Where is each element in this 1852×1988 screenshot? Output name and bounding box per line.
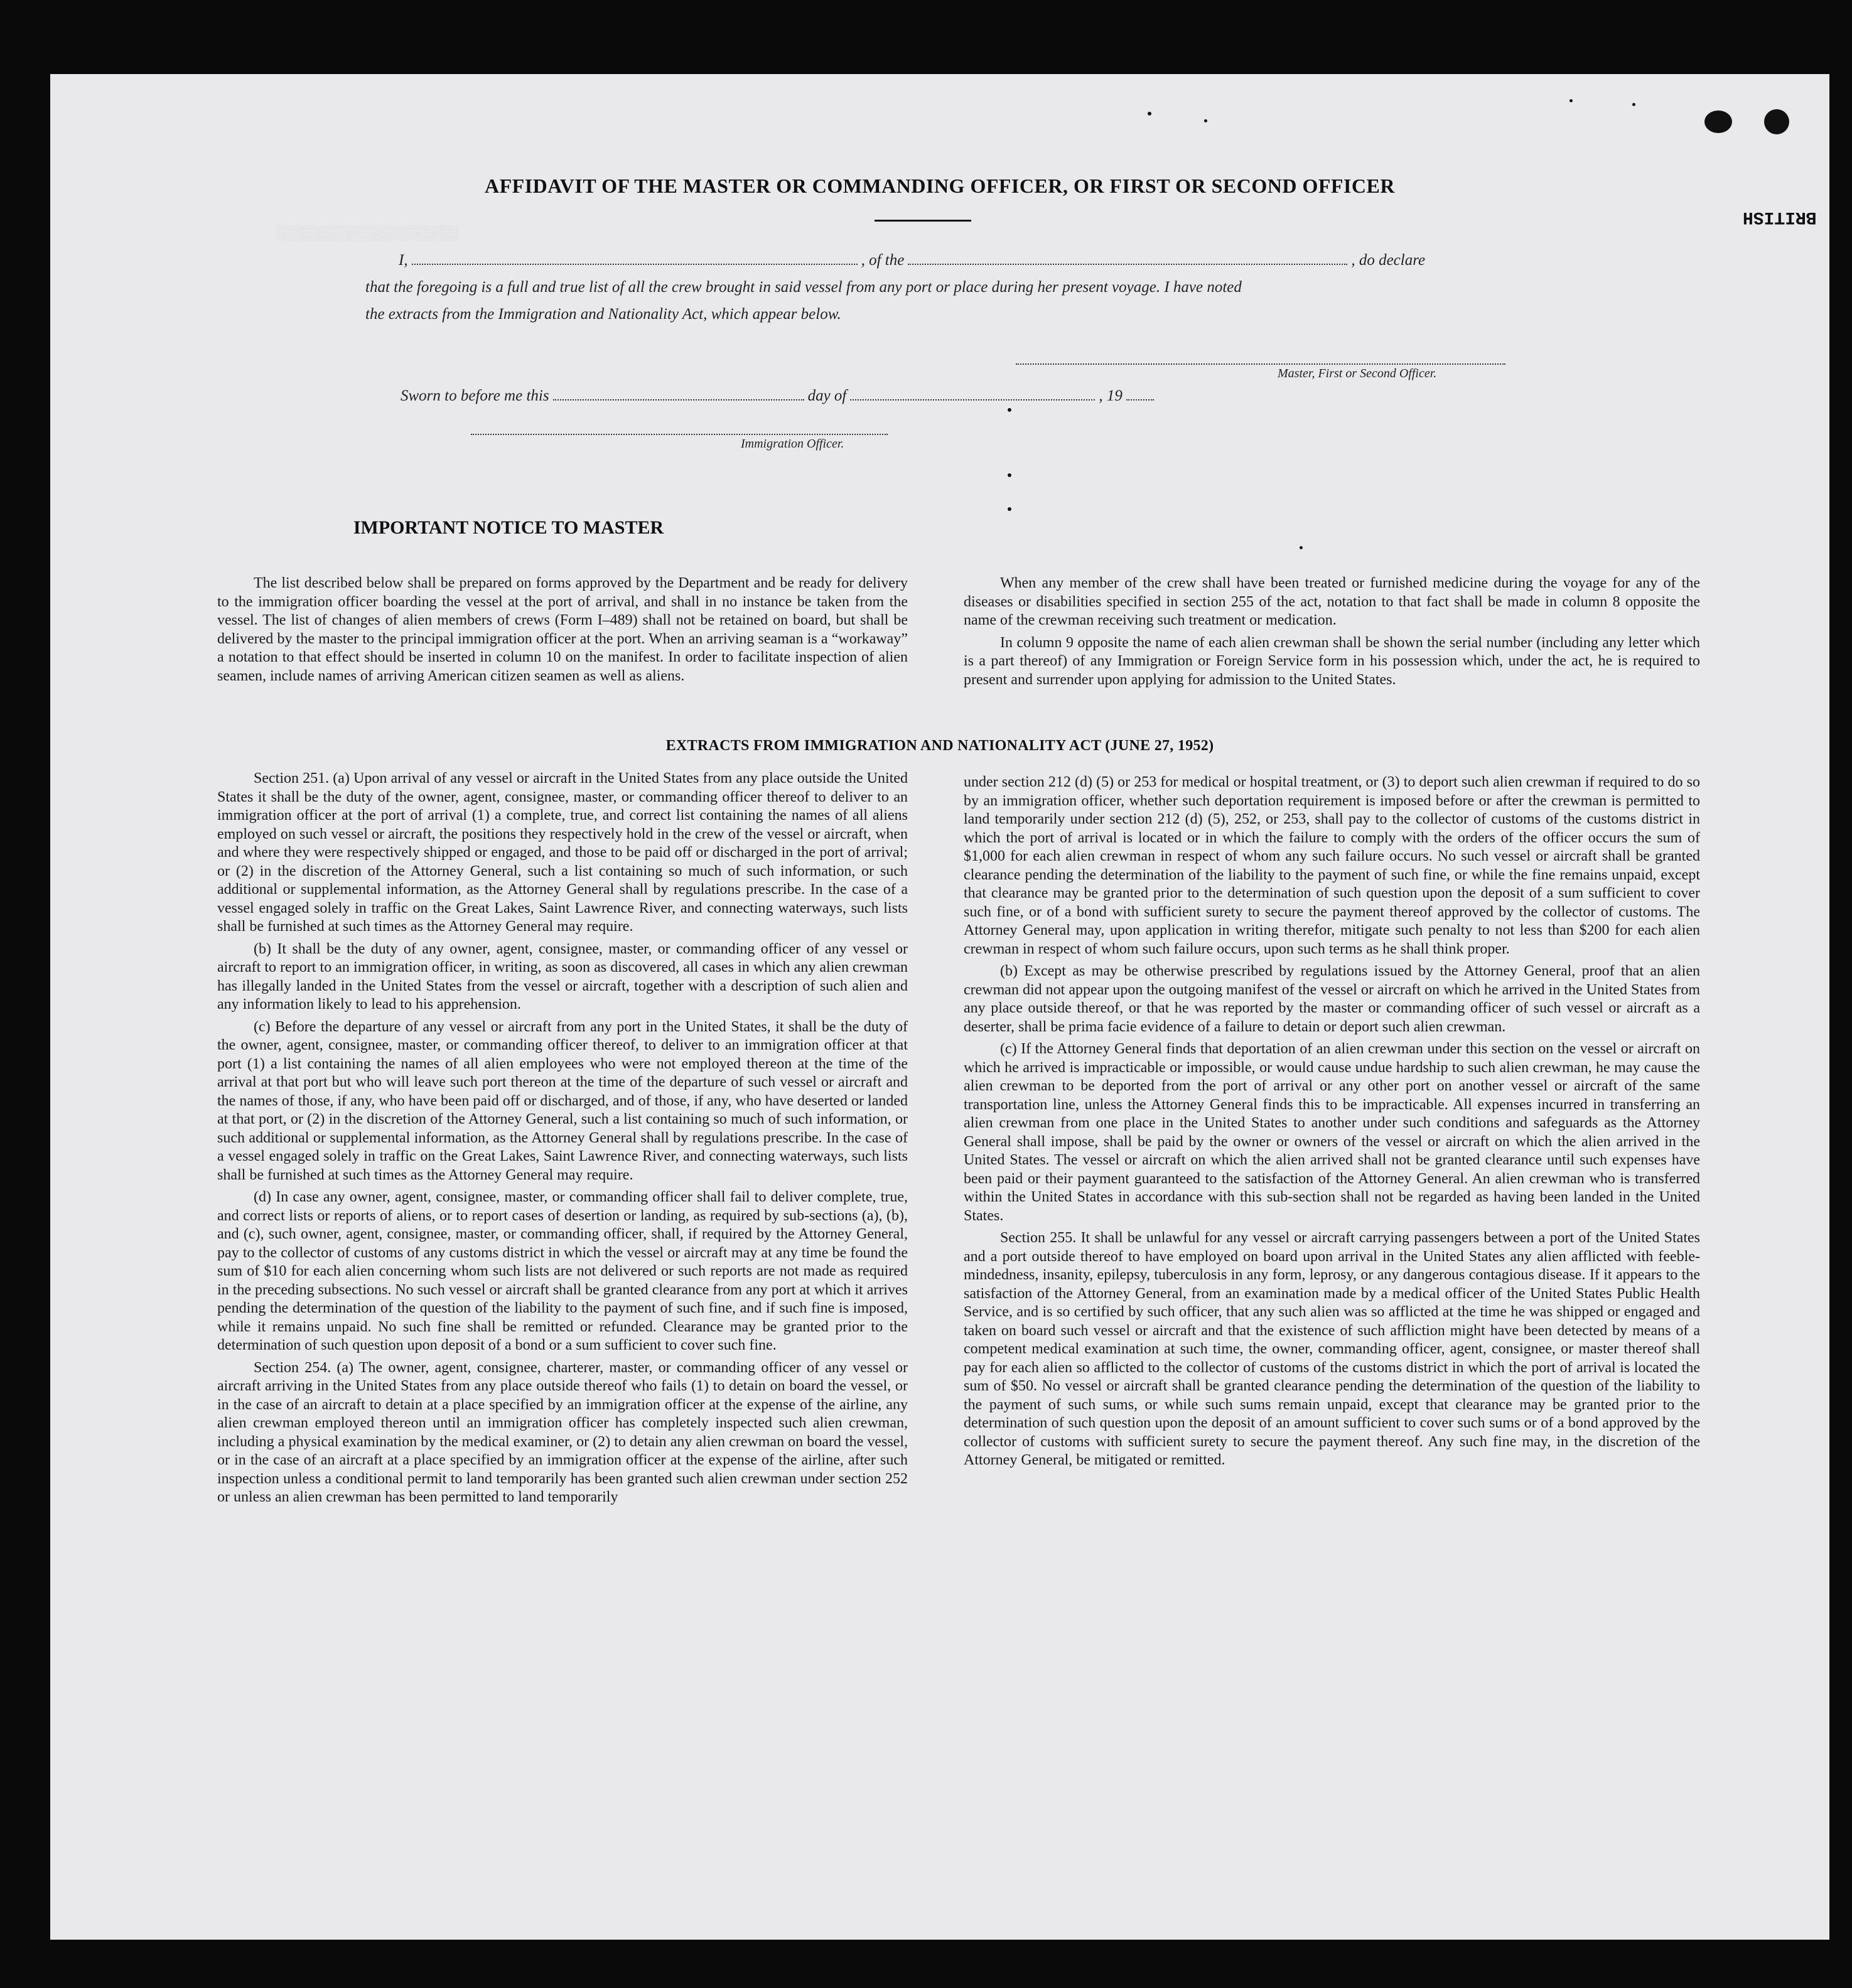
dust-speck (1300, 546, 1303, 549)
declaration-line-1 (399, 252, 1425, 269)
dust-speck (1148, 112, 1151, 116)
punch-hole-mark (1764, 109, 1789, 134)
vessel-blank[interactable] (908, 263, 1347, 265)
extracts-right-column (964, 773, 1700, 1474)
act-paragraph: Section 255. It shall be unlawful for any vessel or aircraft carrying passengers between a port of the United States and a port outside thereof to have employed on board upon arrival in the United States any alien afflicted with feeble-mindedness, insanity, epilepsy, tuberculosis in any form, leprosy, or any dangerous contagious disease. If it appears to the satisfaction of the Attorney General, from an examination made by a medical officer of the United States Public Health Service, and is so certified by such officer, that any such alien was so afflicted at the time he was shipped or engaged and taken on board such vessel or aircraft and that the existence of such affliction might have been detected by means of a competent medical examination at such time, the owner, commanding officer, agent, consignee, or master thereof shall pay for each alien so afflicted to the collector of customs of the customs district in which the port of arrival is located the sum of $50. No vessel or aircraft shall be granted clearance pending the determination of the question of the liability to the payment of such sums, or while such sums remain unpaid, except that clearance may be granted prior to the determination of such question upon the deposit of an amount sufficient to cover such sums or of a bond approved by the collector of customs with sufficient surety to secure the payment thereof. Any such fine may, in the discretion of the Attorney General, be mitigated or remitted. (964, 1230, 1700, 1468)
dust-speck (1569, 99, 1573, 102)
act-paragraph: (b) Except as may be otherwise prescribed by regulations issued by the Attorney General, proof that an alien crewman did not appear upon the outgoing manifest of the vessel or aircraft on which he arrived in the United States from any place outside thereof, or that he was reported by the master or commanding officer of such vessel or aircraft as a deserter, shall be prima facie evidence of a failure to detain or deport such alien crewman. (964, 963, 1700, 1035)
sworn-day-blank[interactable] (553, 399, 804, 400)
affidavit-title: AFFIDAVIT OF THE MASTER OR COMMANDING OFFICER, OR FIRST OR SECOND OFFICER (485, 175, 1395, 197)
do-declare-label: , do declare (1351, 252, 1426, 269)
declaration-line-2: that the foregoing is a full and true list of all the crew brought in said vessel from any port or place during her present voyage. I have noted (365, 279, 1242, 296)
act-paragraph: (d) In case any owner, agent, consignee, master, or commanding officer shall fail to deliver complete, true, and correct lists or reports of aliens, or to report cases of desertion or landing, as required by sub-sections (a), (b), and (c), such owner, agent, consignee, master, or commanding officer, shall, if required by the Attorney General, pay to the collector of customs of any customs district in which the vessel or aircraft may at any time be found the sum of $10 for each alien concerning whom such lists are not delivered or such reports are not made as required in the preceding subsections. No such vessel or aircraft shall be granted clearance from any port at which it arrives pending the determination of the question of the liability to the payment of such fine, and if such fine is imposed, while it remains unpaid. No such fine shall be remitted or refunded. Clearance may be granted prior to the determination of such question upon deposit of a bond or a sum sufficient to cover such fine. (217, 1189, 908, 1353)
name-blank[interactable] (412, 263, 858, 265)
notice-paragraph: In column 9 opposite the name of each alien crewman shall be shown the serial number (including any letter which is a part thereof) of any Immigration or Foreign Service form in his possession which, under the act, he is required to present and surrender upon applying for admission to the United States. (964, 634, 1700, 688)
declaration-line-3: the extracts from the Immigration and Nationality Act, which appear below. (365, 306, 841, 323)
dust-speck (1632, 103, 1635, 106)
of-the-label: , of the (861, 252, 905, 269)
immigration-officer-signature-line[interactable] (471, 434, 888, 435)
dust-speck (1008, 507, 1011, 511)
act-paragraph: (c) Before the departure of any vessel or aircraft from any port in the United States, it shall be the duty of the owner, agent, consignee, master, or commanding officer thereof, to deliver to an immigration officer at that port (1) a list containing the names of all alien employees who were not employed thereon at the time of the arrival at that port but who will leave such port thereon at the time of the departure of such vessel or aircraft and the names of those, if any, who have been paid off or discharged, and of those, if any, who have deserted or landed at that port, or (2) in the discretion of the Attorney General, such a list containing so much of such information, or such additional or supplemental information, as the Attorney General shall by regulations prescribe. In the case of a vessel engaged solely in traffic on the Great Lakes, Saint Lawrence River, and connecting waterways, such lists shall be furnished at such times as the Attorney General may require. (217, 1018, 908, 1183)
sworn-month-blank[interactable] (850, 399, 1095, 400)
notice-paragraph: When any member of the crew shall have been treated or furnished medicine during the voyage for any of the diseases or disabilities specified in section 255 of the act, notation to that fact shall be made in column 8 opposite the name of the crewman receiving such treatment or medication. (964, 575, 1700, 628)
sworn-line (401, 387, 1158, 405)
sworn-year-blank[interactable] (1126, 399, 1154, 400)
notice-title: IMPORTANT NOTICE TO MASTER (353, 517, 664, 538)
notice-left-column (217, 574, 908, 689)
dust-speck (1204, 119, 1207, 122)
extracts-title: EXTRACTS FROM IMMIGRATION AND NATIONALITY ACT (JUNE 27, 1952) (665, 738, 1214, 754)
title-underline (875, 220, 971, 222)
act-paragraph: (b) It shall be the duty of any owner, agent, consignee, master, or commanding officer of any vessel or aircraft to report to an immigration officer, in writing, as soon as discovered, all cases in which any alien crewman has illegally landed in the United States from the vessel or aircraft, together with a description of such alien and any information likely to lead to his apprehension. (217, 940, 908, 1013)
master-signature-line[interactable] (1016, 363, 1505, 365)
immigration-officer-caption: Immigration Officer. (741, 437, 844, 451)
act-paragraph: Section 254. (a) The owner, agent, consignee, charterer, master, or commanding officer of any vessel or aircraft arriving in the United States from any place outside thereof who fails (1) to detain on board the vessel, or in the case of an aircraft to detain at a place specified by an immigration officer at the expense of the airline, any alien crewman employed thereon until an immigration officer has completely inspected such alien crewman, including a physical examination by the medical examiner, or (2) to detain any alien crewman on board the vessel, or in the case of an aircraft at a place specified by an immigration officer at the expense of the airline, after such inspection unless a conditional permit to land temporarily has been granted such alien crewman under section 252 or unless an alien crewman has been permitted to land temporarily (217, 1359, 908, 1505)
year-label: , 19 (1099, 387, 1123, 404)
bleed-through-text: ░░░░░░░░░░░░░░░░░░░░░░ (276, 225, 459, 240)
day-of-label: day of (807, 387, 847, 404)
document-page (50, 74, 1829, 1940)
i-label: I, (399, 252, 408, 269)
act-paragraph: under section 212 (d) (5) or 253 for medical or hospital treatment, or (3) to deport such alien crewman if required to do so by an immigration officer, whether such deportation requirement is imposed before or after the crewman is permitted to land temporarily under section 212 (d) (5), 252, or 253, shall pay to the collector of customs of the customs district in which the port of arrival is located or in which the failure to comply with the orders of the officer occurs the sum of $1,000 for each alien crewman in respect of whom any such failure occurs. No such vessel or aircraft shall be granted clearance pending the determination of the liability to the payment of such fine, or while the fine remains unpaid, except that clearance may be granted prior to the determination of such question upon the deposit of a sum sufficient to cover such fine, or of a bond with sufficient surety to secure the payment thereof approved by the collector of customs. The Attorney General may, upon application in writing therefor, mitigate such penalty to not less than $200 for each alien crewman in respect of whom such failure occurs, upon such terms as he shall think proper. (964, 774, 1700, 957)
punch-hole-mark (1704, 110, 1732, 133)
british-stamp: BRITISH (1743, 207, 1817, 227)
dust-speck (1008, 408, 1011, 412)
notice-right-column (964, 574, 1700, 693)
dust-speck (1008, 473, 1011, 477)
act-paragraph: Section 251. (a) Upon arrival of any vessel or aircraft in the United States from any place outside the United States it shall be the duty of the owner, agent, consignee, master, or commanding officer thereof to deliver to an immigration officer at the port of arrival (1) a complete, true, and correct list containing the names of all aliens employed on such vessel or aircraft, the positions they respectively hold in the crew of the vessel or aircraft, when and where they were respectively shipped or engaged, and those to be paid off or discharged in the port of arrival; or (2) in the discretion of the Attorney General, such a list containing so much of such information, or such additional or supplemental information, as the Attorney General shall by regulations prescribe. In the case of a vessel engaged solely in traffic on the Great Lakes, Saint Lawrence River, and connecting waterways, such lists shall be furnished at such times as the Attorney General may require. (217, 770, 908, 935)
act-paragraph: (c) If the Attorney General finds that deportation of an alien crewman under this section on the vessel or aircraft on which he arrived is impracticable or impossible, or would cause undue hardship to such alien crewman, he may cause the alien crewman to be deported from the port of arrival or any other port on another vessel or aircraft of the same transportation line, unless the Attorney General finds this to be impracticable. All expenses incurred in transferring an alien crewman from one place in the United States to another under such conditions and safeguards as the Attorney General shall impose, shall be paid by the owner or owners of the vessel or aircraft on which the alien arrived in the United States. The vessel or aircraft on which the alien arrived shall not be granted clearance until such expenses have been paid or their payment guaranteed to the satisfaction of the Attorney General. An alien crewman who is transferred within the United States in accordance with this sub-section shall not be regarded as having been landed in the United States. (964, 1041, 1700, 1224)
master-signature-caption: Master, First or Second Officer. (1278, 367, 1437, 380)
extracts-left-column (217, 770, 908, 1511)
sworn-label: Sworn to before me this (401, 387, 549, 404)
notice-paragraph: The list described below shall be prepared on forms approved by the Department and be ready for delivery to the immigration officer boarding the vessel at the port of arrival, and shall in no instance be taken from the vessel. The list of changes of alien members of crews (Form I–489) shall not be retained on board, but shall be delivered by the master to the principal immigration officer at the port. When an arriving seaman is a “workaway” a notation to that effect should be inserted in column 10 on the manifest. In order to facilitate inspection of alien seamen, include names of arriving American citizen seamen as well as aliens. (217, 575, 908, 684)
